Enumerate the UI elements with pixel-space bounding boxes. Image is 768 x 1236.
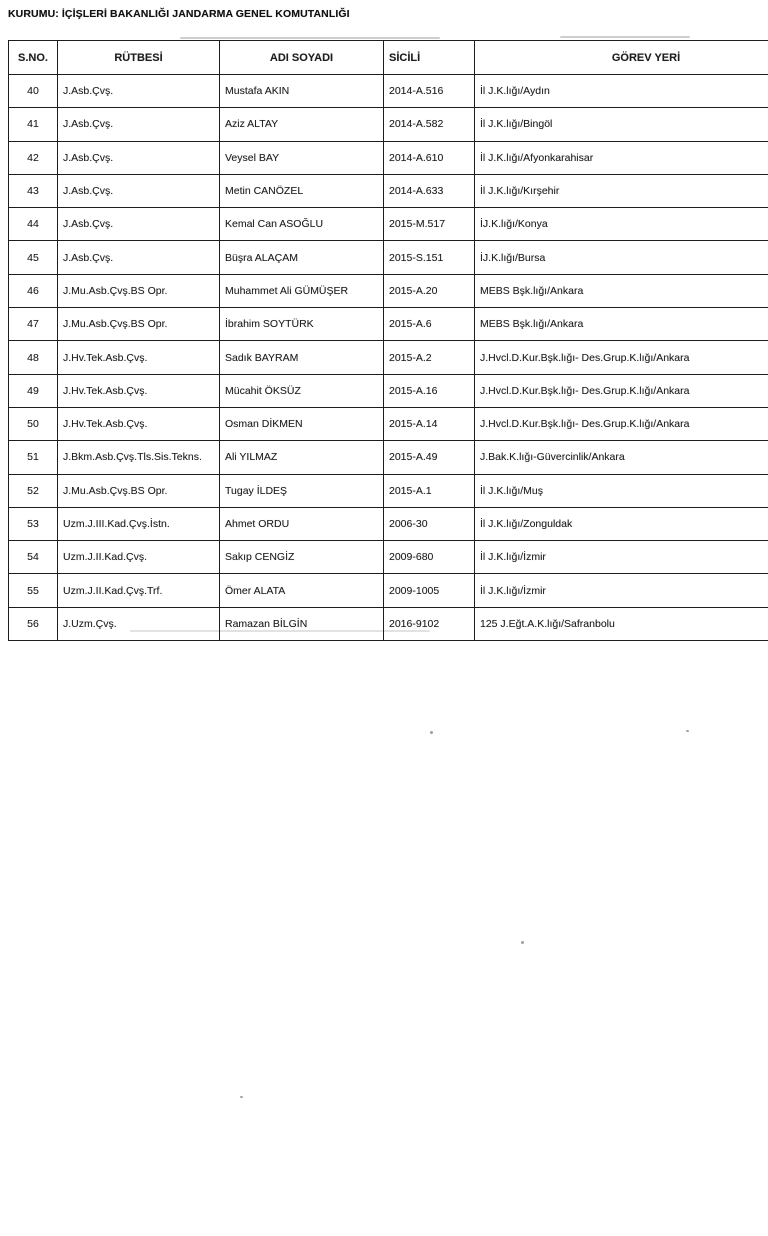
column-header: ADI SOYADI — [220, 41, 384, 75]
column-header: S.NO. — [9, 41, 58, 75]
table-cell: İJ.K.lığı/Konya — [475, 208, 768, 241]
table-cell: 2009-680 — [384, 541, 475, 574]
table-cell: Kemal Can ASOĞLU — [220, 208, 384, 241]
table-row — [9, 174, 768, 207]
table-cell: 41 — [9, 108, 58, 141]
table-cell: Muhammet Ali GÜMÜŞER — [220, 274, 384, 307]
column-header: SİCİLİ — [384, 41, 475, 75]
table-cell: Uzm.J.II.Kad.Çvş.Trf. — [58, 574, 220, 607]
table-cell: 2015-A.1 — [384, 474, 475, 507]
scan-smudge — [130, 630, 430, 632]
table-row — [9, 308, 768, 341]
table-row — [9, 274, 768, 307]
table-cell: 2014-A.633 — [384, 174, 475, 207]
table-cell: J.Hvcl.D.Kur.Bşk.lığı- Des.Grup.K.lığı/Ankara — [475, 374, 768, 407]
table-cell: 47 — [9, 308, 58, 341]
table-cell: 125 J.Eğt.A.K.lığı/Safranbolu — [475, 607, 768, 640]
table-cell: Mücahit ÖKSÜZ — [220, 374, 384, 407]
table-cell: Sadık BAYRAM — [220, 341, 384, 374]
table-cell: Ömer ALATA — [220, 574, 384, 607]
table-row — [9, 407, 768, 440]
table-cell: Büşra ALAÇAM — [220, 241, 384, 274]
table-cell: 2014-A.582 — [384, 108, 475, 141]
scan-smudge — [180, 37, 440, 39]
table-row — [9, 374, 768, 407]
table-cell: MEBS Bşk.lığı/Ankara — [475, 308, 768, 341]
table-cell: 49 — [9, 374, 58, 407]
table-cell: J.Asb.Çvş. — [58, 208, 220, 241]
table-cell: J.Hv.Tek.Asb.Çvş. — [58, 374, 220, 407]
table-cell: İl J.K.lığı/Aydın — [475, 75, 768, 108]
personnel-table — [8, 40, 768, 641]
table-cell: Veysel BAY — [220, 141, 384, 174]
table-cell: İbrahim SOYTÜRK — [220, 308, 384, 341]
table-row — [9, 208, 768, 241]
table-cell: 43 — [9, 174, 58, 207]
table-cell: Sakıp CENGİZ — [220, 541, 384, 574]
scan-smudge — [560, 36, 690, 38]
table-cell: 40 — [9, 75, 58, 108]
table-cell: J.Asb.Çvş. — [58, 75, 220, 108]
table-cell: 2015-A.14 — [384, 407, 475, 440]
table-cell: Osman DİKMEN — [220, 407, 384, 440]
table-cell: Ramazan BİLGİN — [220, 607, 384, 640]
table-cell: Uzm.J.III.Kad.Çvş.İstn. — [58, 507, 220, 540]
table-cell: Uzm.J.II.Kad.Çvş. — [58, 541, 220, 574]
table-cell: J.Mu.Asb.Çvş.BS Opr. — [58, 474, 220, 507]
table-cell: 2015-S.151 — [384, 241, 475, 274]
table-cell: J.Asb.Çvş. — [58, 241, 220, 274]
table-cell: Ali YILMAZ — [220, 441, 384, 474]
column-header: GÖREV YERİ — [475, 41, 768, 75]
table-cell: J.Hv.Tek.Asb.Çvş. — [58, 341, 220, 374]
table-cell: 2016-9102 — [384, 607, 475, 640]
table-cell: 48 — [9, 341, 58, 374]
table-cell: 46 — [9, 274, 58, 307]
table-cell: İl J.K.lığı/İzmir — [475, 574, 768, 607]
table-cell: İl J.K.lığı/İzmir — [475, 541, 768, 574]
table-cell: Mustafa AKIN — [220, 75, 384, 108]
header-row — [9, 41, 768, 75]
table-cell: J.Uzm.Çvş. — [58, 607, 220, 640]
table-cell: 44 — [9, 208, 58, 241]
table-cell: MEBS Bşk.lığı/Ankara — [475, 274, 768, 307]
table-cell: 2006-30 — [384, 507, 475, 540]
table-cell: 51 — [9, 441, 58, 474]
table-cell: Metin CANÖZEL — [220, 174, 384, 207]
table-cell: J.Hvcl.D.Kur.Bşk.lığı- Des.Grup.K.lığı/Ankara — [475, 407, 768, 440]
table-cell: Ahmet ORDU — [220, 507, 384, 540]
table-row — [9, 474, 768, 507]
table-row — [9, 507, 768, 540]
table-cell: J.Hv.Tek.Asb.Çvş. — [58, 407, 220, 440]
table-cell: 56 — [9, 607, 58, 640]
table-cell: J.Asb.Çvş. — [58, 108, 220, 141]
table-cell: 2015-A.16 — [384, 374, 475, 407]
table-cell: İl J.K.lığı/Zonguldak — [475, 507, 768, 540]
scan-speck — [240, 1096, 243, 1098]
table-row — [9, 241, 768, 274]
table-cell: Aziz ALTAY — [220, 108, 384, 141]
table-header — [9, 41, 768, 75]
table-row — [9, 141, 768, 174]
column-header: RÜTBESİ — [58, 41, 220, 75]
table-row — [9, 75, 768, 108]
table-row — [9, 607, 768, 640]
table-cell: J.Mu.Asb.Çvş.BS Opr. — [58, 308, 220, 341]
table-cell: 2015-A.49 — [384, 441, 475, 474]
table-cell: İl J.K.lığı/Muş — [475, 474, 768, 507]
table-cell: 42 — [9, 141, 58, 174]
table-cell: J.Asb.Çvş. — [58, 141, 220, 174]
table-cell: 45 — [9, 241, 58, 274]
table-cell: J.Hvcl.D.Kur.Bşk.lığı- Des.Grup.K.lığı/Ankara — [475, 341, 768, 374]
table-cell: J.Asb.Çvş. — [58, 174, 220, 207]
table-cell: İl J.K.lığı/Afyonkarahisar — [475, 141, 768, 174]
scan-speck — [430, 731, 433, 734]
table-cell: 2009-1005 — [384, 574, 475, 607]
table-cell: 53 — [9, 507, 58, 540]
table-cell: J.Bkm.Asb.Çvş.Tls.Sis.Tekns. — [58, 441, 220, 474]
table-cell: 54 — [9, 541, 58, 574]
table-cell: 2015-M.517 — [384, 208, 475, 241]
document-title: KURUMU: İÇİŞLERİ BAKANLIĞI JANDARMA GENEL KOMUTANLIĞI — [8, 8, 350, 20]
table-cell: 55 — [9, 574, 58, 607]
table-cell: 2015-A.2 — [384, 341, 475, 374]
scan-speck — [686, 730, 689, 732]
table-cell: İJ.K.lığı/Bursa — [475, 241, 768, 274]
table-cell: Tugay İLDEŞ — [220, 474, 384, 507]
table-cell: İl J.K.lığı/Bingöl — [475, 108, 768, 141]
scan-speck — [521, 941, 524, 944]
table-body — [9, 75, 768, 641]
table-cell: 2014-A.516 — [384, 75, 475, 108]
table-row — [9, 441, 768, 474]
table-cell: J.Bak.K.lığı-Güvercinlik/Ankara — [475, 441, 768, 474]
table-cell: 52 — [9, 474, 58, 507]
table-row — [9, 541, 768, 574]
table-row — [9, 574, 768, 607]
table-cell: 50 — [9, 407, 58, 440]
table-cell: 2014-A.610 — [384, 141, 475, 174]
table-cell: İl J.K.lığı/Kırşehir — [475, 174, 768, 207]
table-cell: J.Mu.Asb.Çvş.BS Opr. — [58, 274, 220, 307]
table-row — [9, 108, 768, 141]
table-cell: 2015-A.20 — [384, 274, 475, 307]
table-cell: 2015-A.6 — [384, 308, 475, 341]
table-row — [9, 341, 768, 374]
